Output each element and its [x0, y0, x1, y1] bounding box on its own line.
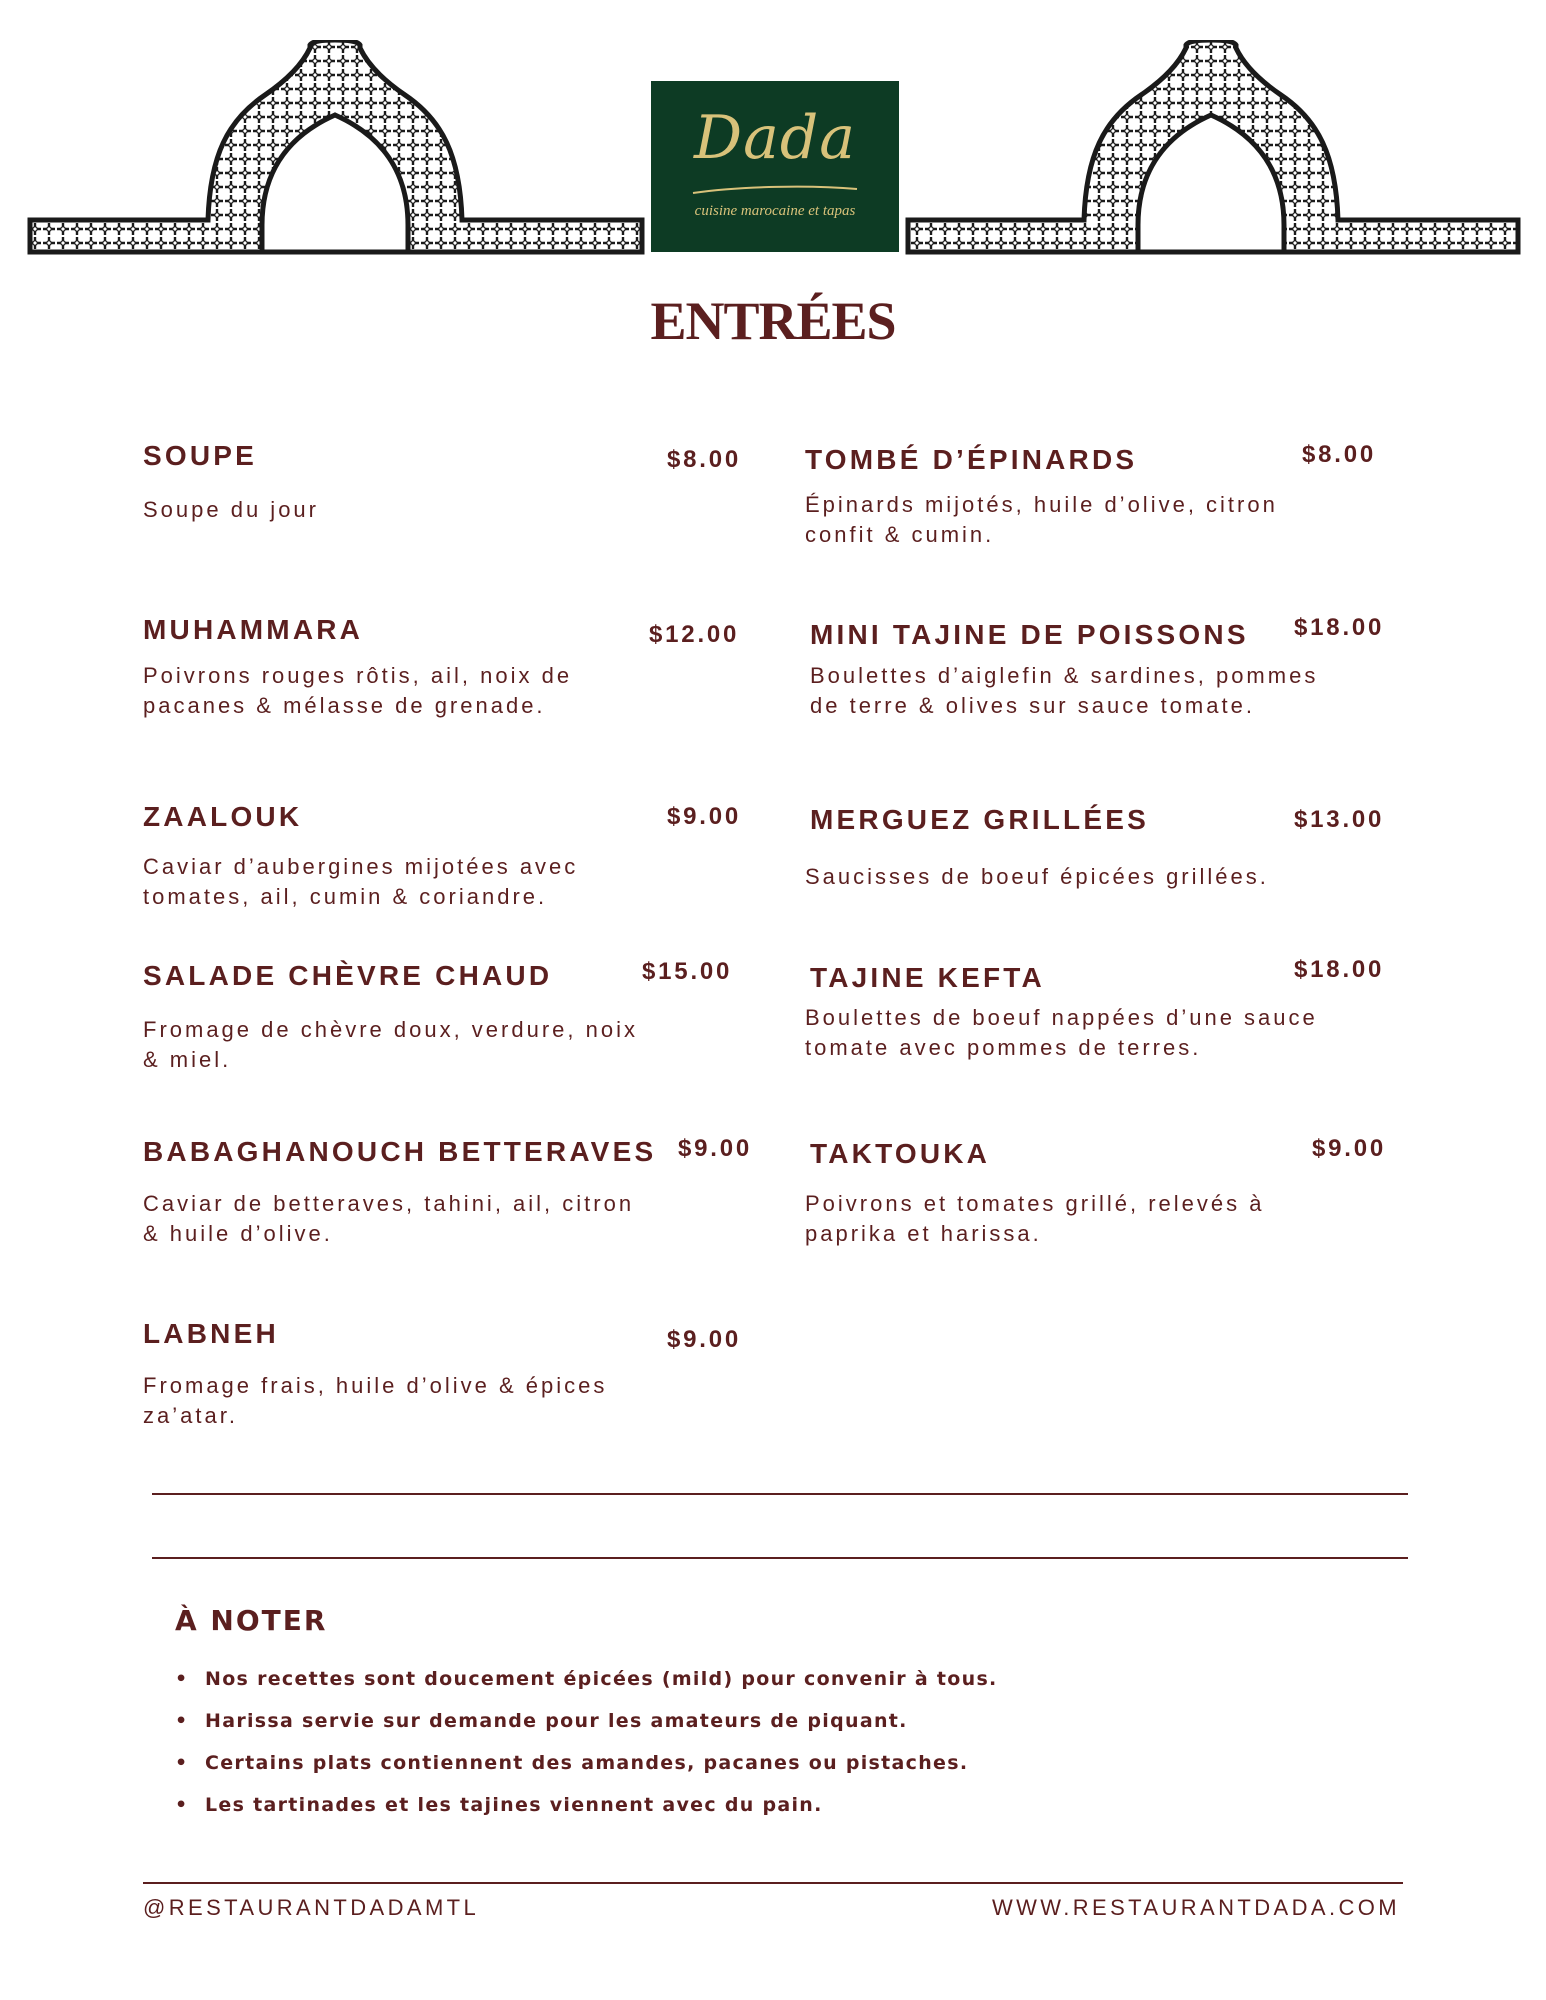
menu-item-name: TAKTOUKA	[810, 1138, 991, 1169]
note-text: Harissa servie sur demande pour les amateurs de piquant.	[205, 1710, 908, 1732]
menu-item-description: Caviar d’aubergines mijotées avec tomates, ail, cumin & coriandre.	[143, 854, 579, 909]
menu-item-description: Caviar de betteraves, tahini, ail, citron & huile d’olive.	[143, 1191, 635, 1246]
menu-item-description: Saucisses de boeuf épicées grillées.	[805, 864, 1269, 889]
menu-item-name: SOUPE	[143, 440, 258, 471]
logo-name: Dada	[693, 103, 857, 173]
divider-line	[152, 1493, 1408, 1495]
menu-item-price: $15.00	[642, 958, 733, 985]
menu-item-description: Poivrons et tomates grillé, relevés à paprika et harissa.	[805, 1191, 1265, 1246]
menu-item-description: Boulettes d’aiglefin & sardines, pommes de terre & olives sur sauce tomate.	[810, 663, 1319, 718]
note-text: Nos recettes sont doucement épicées (mild) pour convenir à tous.	[205, 1668, 998, 1690]
note-text: Certains plats contiennent des amandes, pacanes ou pistaches.	[205, 1752, 969, 1774]
right-arch-icon	[908, 40, 1518, 252]
menu-item-description: Soupe du jour	[143, 497, 319, 522]
divider-line	[152, 1557, 1408, 1559]
note-item	[175, 1658, 998, 1700]
note-item	[175, 1742, 998, 1784]
menu-item-name: MUHAMMARA	[143, 614, 364, 645]
menu-item-description: Boulettes de boeuf nappées d’une sauce tomate avec pommes de terres.	[805, 1005, 1318, 1060]
menu-item-name: BABAGHANOUCH BETTERAVES	[143, 1136, 657, 1167]
menu-item-description: Poivrons rouges rôtis, ail, noix de pacanes & mélasse de grenade.	[143, 663, 573, 718]
menu-item-price: $9.00	[1312, 1135, 1387, 1162]
menu-item-price: $8.00	[1302, 441, 1377, 468]
menu-item-name: TAJINE KEFTA	[810, 962, 1045, 993]
bullet-icon: •	[175, 1752, 189, 1774]
notes-list	[175, 1658, 998, 1826]
menu-item-price: $9.00	[667, 803, 742, 830]
menu-item-price: $9.00	[667, 1326, 742, 1353]
bullet-icon: •	[175, 1794, 189, 1816]
restaurant-logo	[651, 81, 899, 252]
note-text: Les tartinades et les tajines viennent avec du pain.	[205, 1794, 823, 1816]
menu-item-name: ZAALOUK	[143, 801, 303, 832]
notes-title: À NOTER	[175, 1604, 328, 1637]
menu-item-description: Fromage frais, huile d’olive & épices za’atar.	[143, 1373, 608, 1428]
note-item	[175, 1700, 998, 1742]
note-item	[175, 1784, 998, 1826]
menu-item-price: $18.00	[1294, 614, 1385, 641]
instagram-handle[interactable]: @RESTAURANTDADAMTL	[143, 1895, 480, 1920]
menu-item-name: MINI TAJINE DE POISSONS	[810, 619, 1249, 650]
menu-item-price: $9.00	[678, 1135, 753, 1162]
footer-divider	[143, 1882, 1403, 1884]
menu-item-name: MERGUEZ GRILLÉES	[810, 804, 1149, 835]
menu-item-description: Épinards mijotés, huile d’olive, citron confit & cumin.	[805, 492, 1278, 547]
logo-tagline: cuisine marocaine et tapas	[694, 203, 856, 219]
website-link[interactable]: WWW.RESTAURANTDADA.COM	[991, 1895, 1400, 1920]
section-title: ENTRÉES	[650, 291, 896, 351]
menu-item-name: LABNEH	[143, 1318, 279, 1349]
menu-item-name: SALADE CHÈVRE CHAUD	[143, 960, 553, 991]
swash-icon	[691, 184, 859, 196]
menu-item-price: $18.00	[1294, 956, 1385, 983]
left-arch-icon	[30, 40, 642, 252]
bullet-icon: •	[175, 1710, 189, 1732]
bullet-icon: •	[175, 1668, 189, 1690]
menu-item-price: $8.00	[667, 446, 742, 473]
menu-item-price: $13.00	[1294, 806, 1385, 833]
menu-item-name: TOMBÉ D’ÉPINARDS	[805, 444, 1138, 475]
menu-item-price: $12.00	[649, 621, 740, 648]
menu-item-description: Fromage de chèvre doux, verdure, noix & miel.	[143, 1017, 638, 1072]
